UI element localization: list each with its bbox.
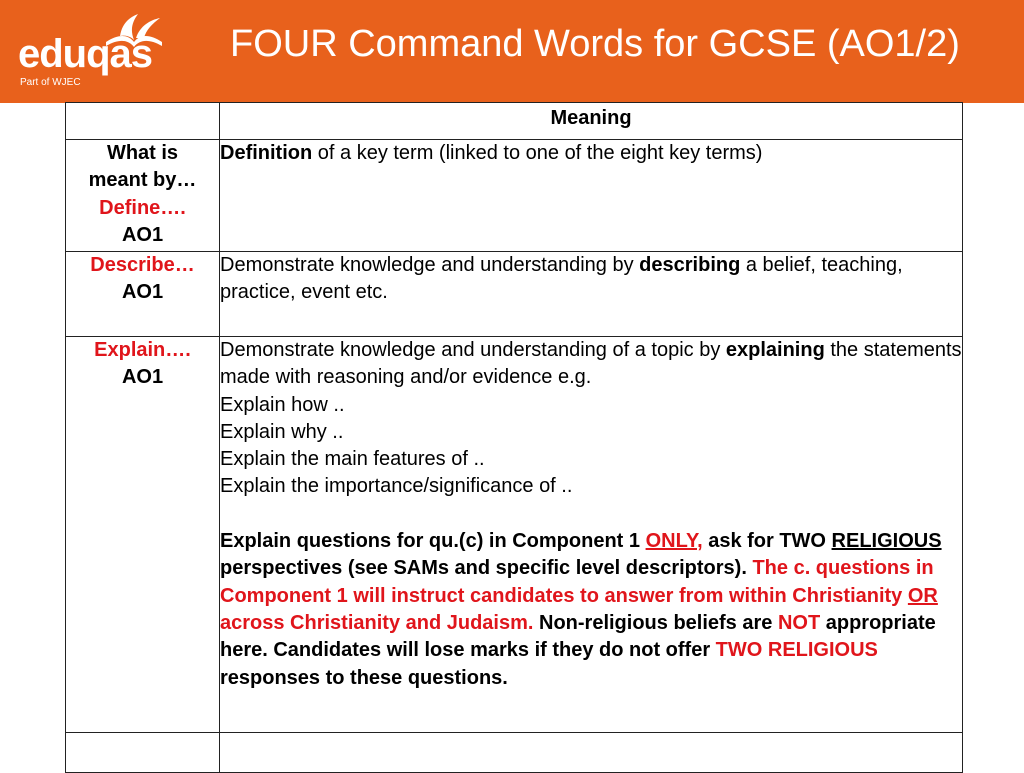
header-blank-cell — [66, 103, 220, 140]
meaning-text: of a key term (linked to one of the eight key terms) — [312, 142, 763, 164]
meaning-text: Demonstrate knowledge and understanding by — [220, 254, 640, 276]
note-text: ask for TWO — [702, 530, 832, 553]
note-emphasis: OR — [907, 584, 938, 607]
note-emphasis: TWO RELIGIOUS — [715, 639, 878, 662]
command-words-table — [65, 102, 963, 773]
command-cell — [66, 337, 220, 733]
example-line: Explain the importance/significance of .. — [220, 475, 573, 498]
note-emphasis: NOT — [777, 611, 821, 634]
table-row-explain — [66, 337, 963, 733]
paragraph-spacer — [220, 501, 962, 528]
page-title: FOUR Command Words for GCSE (AO1/2) — [230, 23, 960, 65]
note-red-text: The c. questions in Component 1 will instruct candidates to answer from within Christianity — [220, 557, 934, 607]
empty-cell — [220, 733, 963, 773]
meaning-keyword: explaining — [725, 339, 825, 361]
header-bar — [0, 0, 1024, 103]
command-cell — [66, 140, 220, 252]
note-text: perspectives (see SAMs and specific level descriptors). — [220, 557, 753, 580]
note-emphasis: RELIGIOUS — [831, 530, 942, 553]
note-red-text: across Christianity and Judaism. — [220, 611, 534, 634]
meaning-text: Demonstrate knowledge and understanding of a topic by — [220, 339, 726, 361]
eduqas-logo — [18, 12, 178, 92]
command-word: Describe… — [90, 254, 195, 276]
logo-subtext: Part of WJEC — [20, 77, 81, 88]
command-word: Explain…. — [94, 339, 191, 361]
command-line: meant by… — [88, 169, 197, 192]
meaning-keyword: describing — [639, 254, 741, 276]
meaning-column-header: Meaning — [220, 103, 963, 140]
meaning-keyword: Definition — [220, 142, 313, 164]
note-emphasis: ONLY, — [645, 530, 703, 553]
meaning-cell — [220, 140, 963, 252]
table-header-row — [66, 103, 963, 140]
example-line: Explain how .. — [220, 393, 345, 416]
example-line: Explain the main features of .. — [220, 448, 485, 471]
command-line: What is — [106, 142, 179, 164]
note-text: appropriate here. Candidates will lose marks if they do not offer — [220, 611, 936, 662]
command-word: Define…. — [99, 196, 186, 219]
component-note — [220, 528, 962, 692]
table-row-empty — [66, 733, 963, 773]
example-line: Explain why .. — [220, 420, 344, 443]
table-row-describe — [66, 252, 963, 337]
logo-wordmark: eduqas — [18, 32, 153, 76]
meaning-cell — [220, 337, 963, 733]
table-row-define — [66, 140, 963, 252]
note-text: Explain questions for qu.(c) in Component 1 — [220, 530, 646, 553]
empty-cell — [66, 733, 220, 773]
meaning-paragraph — [220, 337, 962, 392]
assessment-objective: AO1 — [121, 223, 164, 246]
note-text: responses to these questions. — [220, 666, 508, 689]
assessment-objective: AO1 — [121, 366, 164, 389]
meaning-text: a belief, teaching, practice, event etc. — [220, 254, 903, 304]
command-cell — [66, 252, 220, 337]
meaning-text: the statements made with reasoning and/or evidence e.g. — [220, 339, 962, 389]
meaning-cell — [220, 252, 963, 337]
assessment-objective: AO1 — [121, 281, 164, 304]
note-text: Non-religious beliefs are — [533, 611, 778, 634]
